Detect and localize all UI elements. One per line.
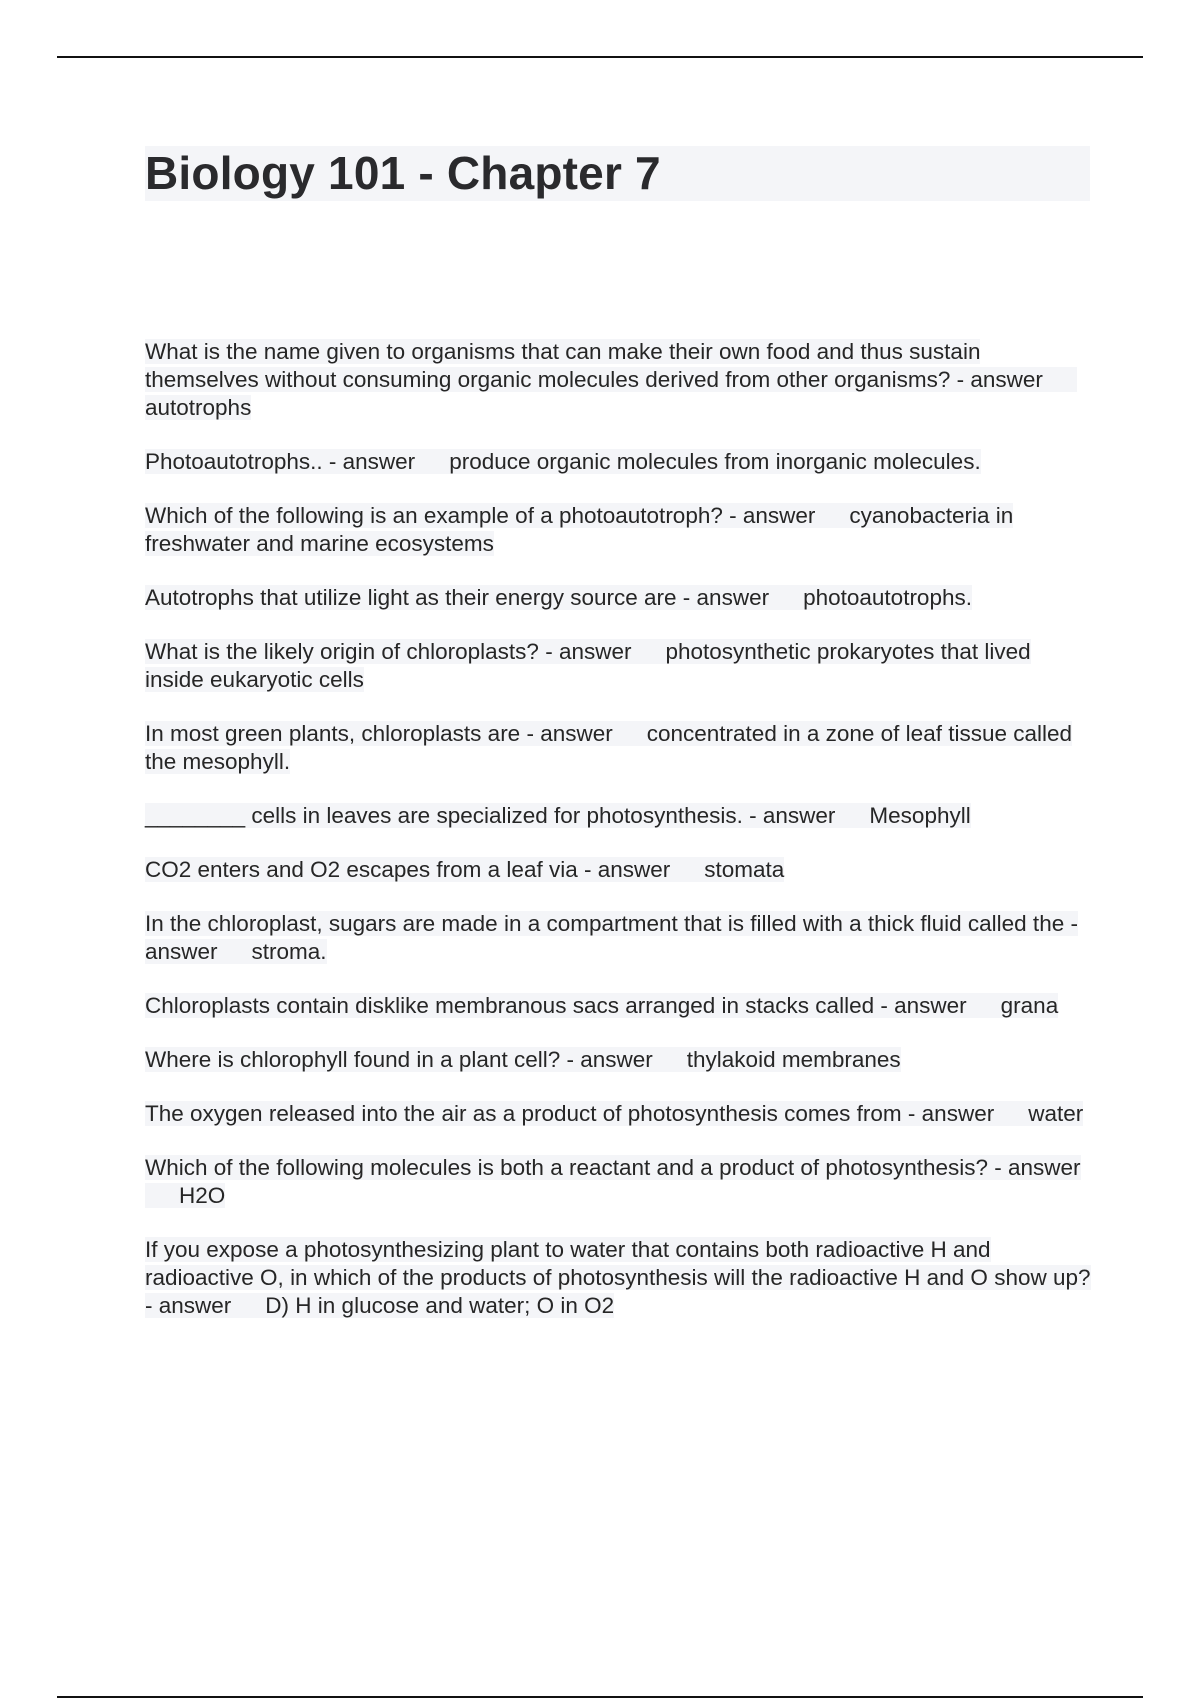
qa-text	[145, 857, 784, 882]
answer-text: photoautotrophs.	[803, 585, 972, 610]
answer-text: Mesophyll	[869, 803, 971, 828]
question-text: The oxygen released into the air as a product of photosynthesis comes from	[145, 1101, 902, 1126]
separator: -	[1064, 911, 1078, 936]
answer-text: H2O	[179, 1183, 226, 1208]
question-text: In the chloroplast, sugars are made in a compartment that is filled with a thick fluid called the	[145, 911, 1065, 936]
separator: -	[577, 857, 598, 882]
separator: -	[950, 367, 971, 392]
separator: -	[520, 721, 541, 746]
qa-list	[145, 338, 1095, 1346]
qa-item	[145, 1100, 1095, 1128]
top-rule	[57, 56, 1143, 58]
question-text: What is the name given to organisms that can make their own food and thus sustain themselves without consuming organic molecules derived from other organisms?	[145, 339, 981, 392]
qa-item	[145, 992, 1095, 1020]
bottom-rule	[57, 1696, 1143, 1698]
answer-label: answer	[158, 1293, 232, 1318]
qa-item	[145, 1154, 1095, 1210]
answer-label: answer	[580, 1047, 653, 1072]
question-text: If you expose a photosynthesizing plant to water that contains both radioactive H and radioactive O, in which of the products of photosynthesis will the radioactive H and O show up?	[145, 1237, 1091, 1290]
separator: -	[322, 449, 343, 474]
question-text: Photoautotrophs..	[145, 449, 323, 474]
answer-label: answer	[597, 857, 671, 882]
question-text: In most green plants, chloroplasts are	[145, 721, 521, 746]
separator: -	[901, 1101, 922, 1126]
separator: -	[676, 585, 697, 610]
qa-item	[145, 502, 1095, 558]
qa-text	[145, 639, 1031, 692]
question-text: ________ cells in leaves are specialized for photosynthesis.	[145, 803, 743, 828]
answer-text: stroma.	[251, 939, 327, 964]
qa-text	[145, 721, 1072, 774]
qa-item	[145, 448, 1095, 476]
answer-text: grana	[1000, 993, 1059, 1018]
qa-text	[145, 503, 1013, 556]
answer-label: answer	[145, 939, 218, 964]
qa-text	[145, 1101, 1083, 1126]
answer-label: answer	[696, 585, 770, 610]
qa-item	[145, 802, 1095, 830]
answer-label: answer	[762, 803, 836, 828]
separator: -	[145, 1293, 159, 1318]
separator: -	[988, 1155, 1008, 1180]
answer-label: answer	[342, 449, 416, 474]
qa-text	[145, 585, 972, 610]
qa-item	[145, 338, 1095, 422]
separator: -	[742, 803, 763, 828]
separator: -	[722, 503, 743, 528]
separator: -	[538, 639, 559, 664]
qa-text	[145, 1155, 1081, 1208]
qa-text	[145, 803, 971, 828]
qa-text	[145, 1047, 901, 1072]
qa-item	[145, 1046, 1095, 1074]
qa-item	[145, 720, 1095, 776]
qa-text	[145, 1237, 1091, 1318]
answer-text: D) H in glucose and water; O in O2	[265, 1293, 615, 1318]
answer-label: answer	[742, 503, 816, 528]
question-text: What is the likely origin of chloroplasts?	[145, 639, 539, 664]
qa-text	[145, 449, 981, 474]
answer-text: produce organic molecules from inorganic molecules.	[449, 449, 981, 474]
question-text: Where is chlorophyll found in a plant cell?	[145, 1047, 561, 1072]
qa-item	[145, 856, 1095, 884]
answer-text: stomata	[704, 857, 785, 882]
qa-text	[145, 911, 1078, 964]
question-text: CO2 enters and O2 escapes from a leaf via	[145, 857, 578, 882]
answer-text: cyanobacteria in freshwater and marine ecosystems	[145, 503, 1014, 556]
answer-label: answer	[921, 1101, 995, 1126]
question-text: Chloroplasts contain disklike membranous sacs arranged in stacks called	[145, 993, 875, 1018]
answer-text: thylakoid membranes	[686, 1047, 901, 1072]
document-title: Biology 101 - Chapter 7	[145, 147, 661, 199]
qa-text	[145, 339, 1077, 420]
answer-label: answer	[970, 367, 1043, 392]
answer-text: concentrated in a zone of leaf tissue called the mesophyll.	[145, 721, 1073, 774]
question-text: Which of the following molecules is both a reactant and a product of photosynthesis?	[145, 1155, 988, 1180]
answer-label: answer	[558, 639, 632, 664]
question-text: Which of the following is an example of a photoautotroph?	[145, 503, 723, 528]
answer-label: answer	[894, 993, 967, 1018]
answer-text: water	[1028, 1101, 1084, 1126]
answer-text: photosynthetic prokaryotes that lived inside eukaryotic cells	[145, 639, 1031, 692]
separator: -	[874, 993, 895, 1018]
qa-item	[145, 1236, 1095, 1320]
qa-item	[145, 584, 1095, 612]
qa-item	[145, 638, 1095, 694]
qa-item	[145, 910, 1095, 966]
qa-text	[145, 993, 1058, 1018]
answer-label: answer	[1008, 1155, 1081, 1180]
answer-label: answer	[540, 721, 613, 746]
question-text: Autotrophs that utilize light as their energy source are	[145, 585, 677, 610]
answer-text: autotrophs	[145, 395, 252, 420]
separator: -	[560, 1047, 581, 1072]
